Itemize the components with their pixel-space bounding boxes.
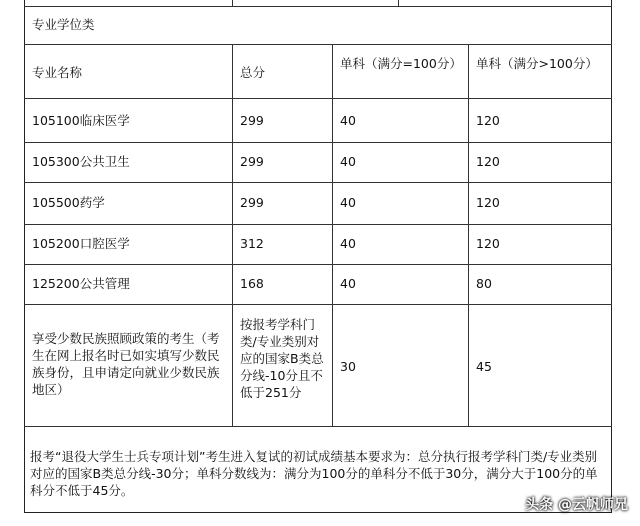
minority-row-total: 按报考学科门类/专业类别对应的国家B类总分线-10分且不低于251分: [240, 317, 324, 400]
col-divider: [398, 0, 399, 6]
col-divider: [332, 44, 333, 426]
row-divider: [24, 182, 612, 183]
col-divider: [232, 0, 233, 6]
minority-row-name: 享受少数民族照顾政策的考生（考生在网上报名时已如实填写少数民族身份，且申请定向就业少数民族地区）: [32, 331, 220, 397]
row-4-total: 312: [240, 236, 264, 251]
table-bottom-border: [24, 512, 612, 513]
row-3-total: 299: [240, 195, 264, 210]
row-divider: [24, 44, 612, 45]
row-3-single-over-100: 120: [476, 195, 500, 210]
row-2-name: 105300公共卫生: [32, 154, 130, 169]
row-1-total: 299: [240, 113, 264, 128]
row-2-single-100: 40: [340, 154, 356, 169]
row-1-single-over-100: 120: [476, 113, 500, 128]
col-divider: [232, 44, 233, 426]
row-5-name: 125200公共管理: [32, 276, 130, 291]
header-single-over-100: 单科（满分>100分）: [476, 56, 598, 71]
header-single-100: 单科（满分=100分）: [340, 56, 462, 71]
row-5-total: 168: [240, 276, 264, 291]
row-3-single-100: 40: [340, 195, 356, 210]
row-divider: [24, 98, 612, 99]
row-divider: [24, 264, 612, 265]
minority-row-single-100: 30: [340, 359, 356, 374]
col-divider: [468, 44, 469, 426]
row-4-single-over-100: 120: [476, 236, 500, 251]
row-divider: [24, 224, 612, 225]
minority-row-single-over-100: 45: [476, 359, 492, 374]
row-4-single-100: 40: [340, 236, 356, 251]
score-table: [24, 0, 612, 512]
row-1-single-100: 40: [340, 113, 356, 128]
row-1-name: 105100临床医学: [32, 113, 130, 128]
row-3-name: 105500药学: [32, 195, 105, 210]
source-watermark: 头条 @云帆师兄: [525, 497, 628, 513]
row-divider: [24, 304, 612, 305]
header-total-score: 总分: [240, 65, 266, 80]
veteran-plan-note: 报考“退役大学生士兵专项计划”考生进入复试的初试成绩基本要求为：总分执行报考学科门类/专业类别对应的国家B类总分线-30分；单科分数线为：满分为100分的单科分不低于30分，满分大于100分的单科分不低于45分。: [30, 449, 598, 498]
row-2-total: 299: [240, 154, 264, 169]
row-2-single-over-100: 120: [476, 154, 500, 169]
section-title: 专业学位类: [32, 17, 95, 32]
row-divider: [24, 6, 612, 7]
row-divider: [24, 426, 612, 427]
header-major-name: 专业名称: [32, 65, 83, 80]
row-divider: [24, 142, 612, 143]
row-4-name: 105200口腔医学: [32, 236, 130, 251]
row-5-single-100: 40: [340, 276, 356, 291]
row-5-single-over-100: 80: [476, 276, 492, 291]
